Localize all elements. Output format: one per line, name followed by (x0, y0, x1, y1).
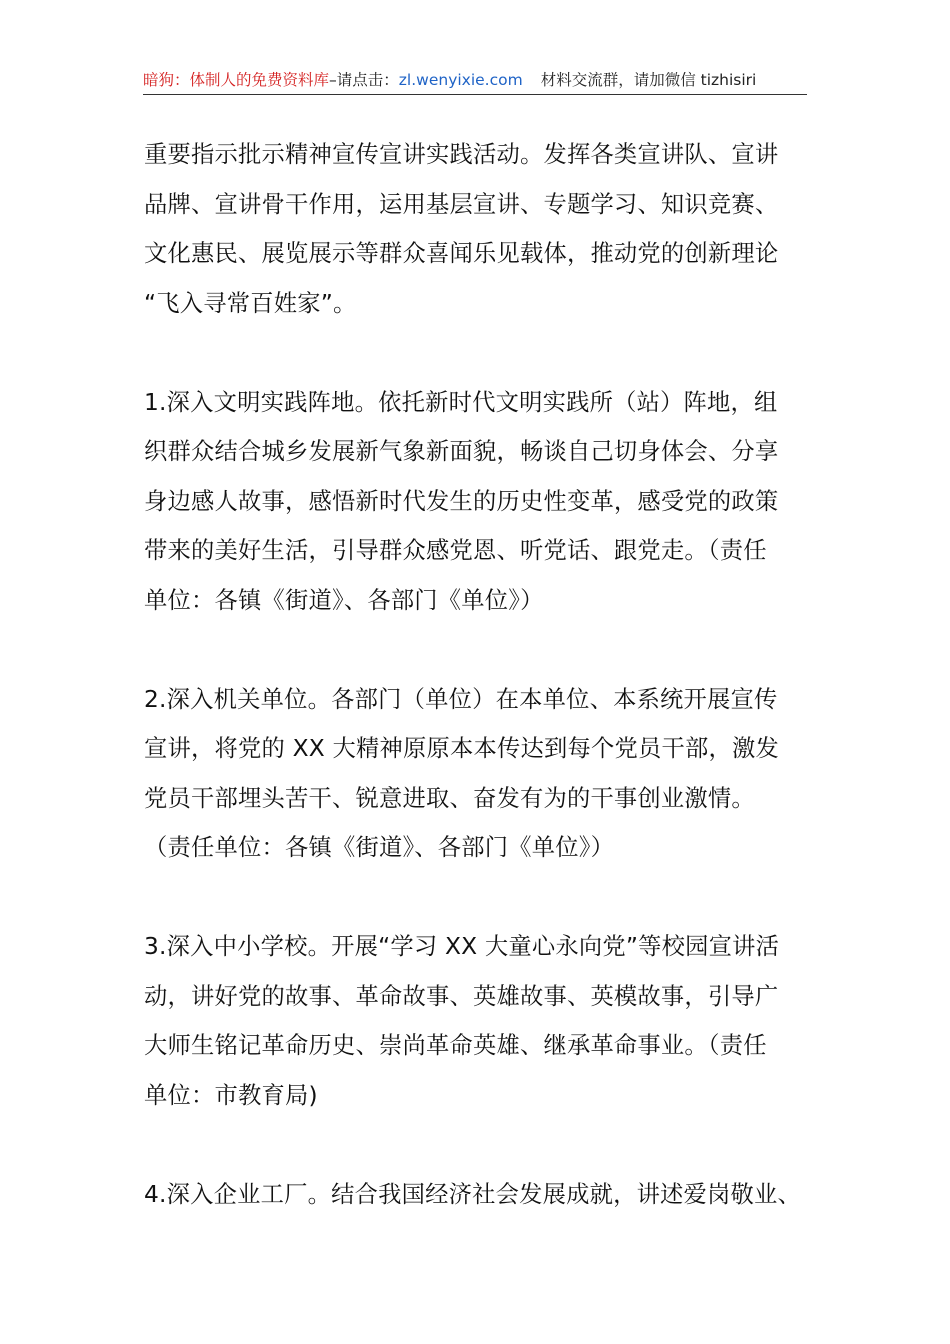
page-header (143, 68, 807, 95)
text-line: 重要指示批示精神宣传宣讲实践活动。发挥各类宣讲队、宣讲 (144, 141, 779, 168)
text-line: 带来的美好生活，引导群众感党恩、听党话、跟党走。（责任 (144, 537, 767, 564)
header-link[interactable]: zl.wenyixie.com (398, 71, 523, 89)
text-line: 宣讲，将党的 XX 大精神原原本本传达到每个党员干部，激发 (144, 735, 779, 762)
item-3-paragraph (144, 922, 816, 1120)
text-line: 3.深入中小学校。开展“学习 XX 大童心永向党”等校园宣讲活 (144, 933, 780, 960)
header-prompt: –请点击： (329, 71, 399, 89)
text-line: 大师生铭记革命历史、崇尚革命英雄、继承革命事业。（责任 (144, 1032, 767, 1059)
text-line: 身边感人故事，感悟新时代发生的历史性变革，感受党的政策 (144, 487, 779, 515)
text-line: 文化惠民、展览展示等群众喜闻乐见载体，推动党的创新理论 (144, 240, 779, 267)
header-brand: 暗狗：体制人的免费资料库 (143, 71, 330, 89)
text-line: （责任单位：各镇《街道》、各部门《单位》） (144, 834, 615, 861)
text-line: 单位：各镇《街道》、各部门《单位》） (144, 586, 544, 614)
text-line: 2.深入机关单位。各部门（单位）在本单位、本系统开展宣传 (144, 685, 778, 713)
item-4-paragraph (144, 1170, 816, 1220)
document-body (144, 130, 816, 1219)
text-line: 4.深入企业工厂。结合我国经济社会发展成就，讲述爱岗敬业、 (144, 1180, 802, 1208)
text-line: 1.深入文明实践阵地。依托新时代文明实践所（站）阵地，组 (144, 388, 778, 416)
header-contact: 材料交流群，请加微信 tizhisiri (540, 71, 757, 89)
text-line: “飞入寻常百姓家”。 (144, 289, 357, 317)
item-1-paragraph (144, 378, 816, 626)
text-line: 织群众结合城乡发展新气象新面貌，畅谈自己切身体会、分享 (144, 438, 779, 465)
item-2-paragraph (144, 675, 816, 873)
text-line: 动，讲好党的故事、革命故事、英雄故事、英模故事，引导广 (144, 982, 779, 1010)
intro-paragraph (144, 130, 816, 328)
text-line: 品牌、宣讲骨干作用，运用基层宣讲、专题学习、知识竞赛、 (144, 190, 779, 218)
text-line: 单位：市教育局) (144, 1081, 318, 1109)
text-line: 党员干部埋头苦干、锐意进取、奋发有为的干事创业激情。 (144, 784, 755, 812)
